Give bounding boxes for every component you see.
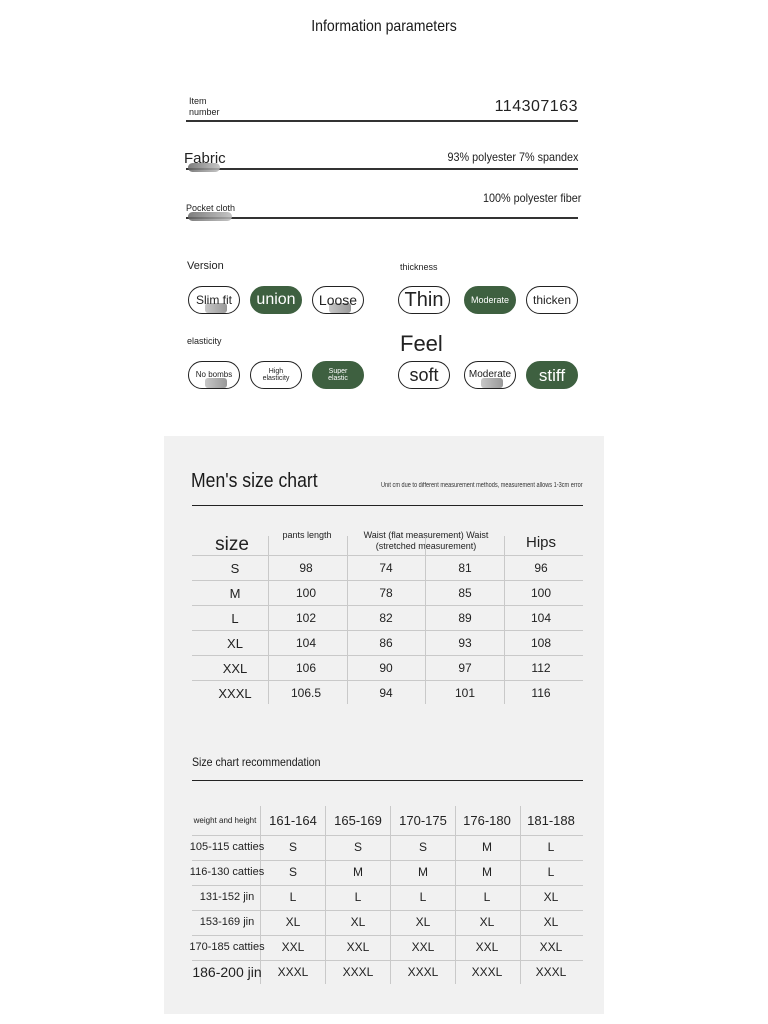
- fabric-value: 93% polyester 7% spandex: [447, 150, 578, 164]
- size-chart-title: Men's size chart: [191, 470, 318, 492]
- recommended-size: XXXL: [277, 965, 309, 979]
- item-number-value: 114307163: [494, 98, 578, 115]
- pants-length-header: pants length: [282, 530, 332, 540]
- recommended-size: M: [353, 865, 363, 879]
- elasticity-option-high[interactable]: High elasticity: [250, 361, 302, 389]
- size-value: 104: [295, 636, 317, 650]
- feel-option-stiff[interactable]: stiff: [526, 361, 578, 389]
- header-rule: [192, 555, 583, 556]
- recommended-size: XXL: [475, 940, 499, 954]
- recommended-size: XL: [350, 915, 366, 929]
- size-value: 104: [530, 611, 552, 625]
- size-value: 100: [530, 586, 552, 600]
- size-value: 101: [454, 686, 476, 700]
- fabric-label: Fabric: [184, 150, 226, 167]
- recommendation-divider: [192, 780, 583, 781]
- size-value: 78: [379, 586, 393, 600]
- size-value: 97: [458, 661, 472, 675]
- size-label: XXXL: [218, 686, 252, 701]
- recommended-size: XXL: [411, 940, 435, 954]
- recommended-size: XL: [415, 915, 431, 929]
- recommended-size: S: [288, 840, 297, 854]
- recommended-size: L: [289, 890, 297, 904]
- size-chart-note: Unit cm due to different measurement methods, measurement allows 1-3cm error: [381, 482, 583, 489]
- rec-row-rule: [192, 860, 583, 861]
- version-label: Version: [187, 260, 224, 272]
- size-row-rule: [192, 680, 583, 681]
- recommended-size: XXXL: [342, 965, 374, 979]
- recommended-size: XL: [479, 915, 495, 929]
- recommended-size: XXXL: [535, 965, 567, 979]
- weight-label: 131-152 jin: [199, 891, 255, 903]
- rec-col-separator: [325, 806, 326, 984]
- size-chart-divider: [192, 505, 583, 506]
- size-label: M: [229, 586, 241, 601]
- rec-row-rule: [192, 935, 583, 936]
- weight-label: 105-115 catties: [189, 841, 265, 853]
- page-title: Information parameters: [311, 18, 457, 35]
- pocket-cloth-row: [186, 185, 581, 219]
- height-header: 161-164: [269, 813, 317, 828]
- size-value: 85: [458, 586, 472, 600]
- size-value: 82: [379, 611, 393, 625]
- size-value: 112: [531, 661, 551, 675]
- size-row-rule: [192, 580, 583, 581]
- rec-row-rule: [192, 885, 583, 886]
- size-value: 86: [379, 636, 393, 650]
- recommended-size: L: [547, 865, 555, 879]
- recommended-size: M: [482, 865, 492, 879]
- size-row-rule: [192, 605, 583, 606]
- size-value: 94: [379, 686, 393, 700]
- size-value: 96: [534, 561, 548, 575]
- thickness-option-thicken[interactable]: thicken: [526, 286, 578, 314]
- size-header: size: [215, 534, 249, 555]
- hips-header: Hips: [525, 534, 556, 551]
- size-value: 93: [458, 636, 472, 650]
- recommendation-title: Size chart recommendation: [192, 755, 321, 769]
- recommended-size: M: [418, 865, 428, 879]
- size-label: XL: [227, 636, 243, 651]
- thickness-label: thickness: [400, 262, 438, 272]
- size-value: 100: [295, 586, 317, 600]
- size-value: 106.5: [290, 686, 322, 700]
- size-value: 90: [379, 661, 393, 675]
- waist-header: Waist (flat measurement) Waist (stretched measurement): [363, 530, 489, 551]
- item-number-label: Item number: [189, 96, 220, 117]
- recommended-size: XXL: [346, 940, 370, 954]
- size-col-separator: [347, 536, 348, 704]
- size-value: 102: [295, 611, 317, 625]
- recommended-size: XL: [285, 915, 301, 929]
- recommended-size: S: [288, 865, 297, 879]
- size-value: 81: [458, 561, 472, 575]
- recommended-size: M: [482, 840, 492, 854]
- feel-option-soft[interactable]: soft: [398, 361, 450, 389]
- thickness-option-thin[interactable]: Thin: [398, 286, 450, 314]
- size-value: 116: [531, 686, 551, 700]
- feel-option-moderate[interactable]: Moderate: [464, 361, 516, 389]
- rec-row-rule: [192, 910, 583, 911]
- size-label: S: [230, 561, 240, 576]
- rec-col-separator: [455, 806, 456, 984]
- recommended-size: XXXL: [407, 965, 439, 979]
- elasticity-option-no-bombs[interactable]: No bombs: [188, 361, 240, 389]
- height-header: 181-188: [527, 813, 575, 828]
- size-value: 98: [299, 561, 313, 575]
- pocket-cloth-label: Pocket cloth: [186, 203, 236, 213]
- size-row-rule: [192, 655, 583, 656]
- recommended-size: XXL: [281, 940, 305, 954]
- version-option-slim-fit[interactable]: Slim fit: [188, 286, 240, 314]
- feel-label: Feel: [400, 331, 443, 356]
- recommended-size: XL: [543, 890, 559, 904]
- corner-header: weight and height: [193, 816, 257, 825]
- size-label: L: [231, 611, 239, 626]
- recommended-size: XL: [543, 915, 559, 929]
- version-option-loose[interactable]: Loose: [312, 286, 364, 314]
- height-header: 165-169: [334, 813, 382, 828]
- recommended-size: L: [547, 840, 555, 854]
- recommended-size: XXXL: [471, 965, 503, 979]
- recommended-size: S: [353, 840, 362, 854]
- size-value: 106: [295, 661, 317, 675]
- weight-label: 170-185 catties: [189, 941, 265, 953]
- size-col-separator: [504, 536, 505, 704]
- height-header: 170-175: [399, 813, 447, 828]
- weight-label: 116-130 catties: [189, 866, 265, 878]
- recommended-size: L: [354, 890, 362, 904]
- weight-label: 153-169 jin: [199, 916, 255, 928]
- weight-label: 186-200 jin: [192, 964, 262, 980]
- size-col-separator: [425, 536, 426, 704]
- pocket-cloth-value: 100% polyester fiber: [482, 191, 581, 205]
- recommended-size: XXL: [539, 940, 563, 954]
- elasticity-label: elasticity: [187, 336, 222, 346]
- fabric-row: [186, 142, 578, 170]
- rec-header-rule: [192, 835, 583, 836]
- rec-row-rule: [192, 960, 583, 961]
- rec-col-separator: [390, 806, 391, 984]
- recommended-size: L: [419, 890, 427, 904]
- size-label: XXL: [222, 661, 248, 676]
- size-value: 89: [458, 611, 472, 625]
- recommended-size: S: [418, 840, 427, 854]
- item-number-row: [186, 92, 578, 122]
- size-row-rule: [192, 630, 583, 631]
- thickness-option-moderate[interactable]: Moderate: [464, 286, 516, 314]
- height-header: 176-180: [463, 813, 511, 828]
- elasticity-option-super[interactable]: Super elastic: [312, 361, 364, 389]
- version-option-union[interactable]: union: [250, 286, 302, 314]
- size-value: 74: [379, 561, 393, 575]
- size-value: 108: [530, 636, 552, 650]
- recommended-size: L: [483, 890, 491, 904]
